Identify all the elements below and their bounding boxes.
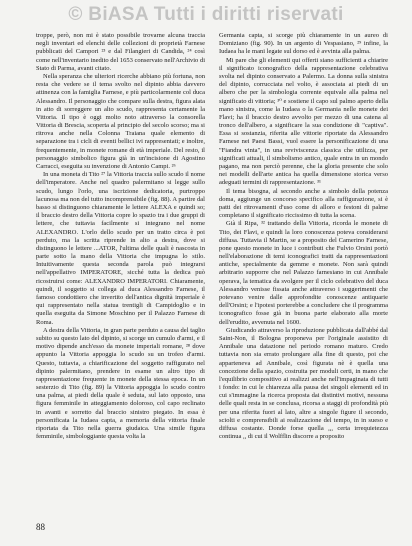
watermark: © BiASA Tutti i diritti riservati xyxy=(68,4,344,25)
left-column xyxy=(36,32,205,510)
right-column xyxy=(219,32,388,510)
paragraph: Giudicando attraverso la riproduzione pubblicata dall'abbé dal Saint-Non, il Bologna proponeva per l'originale assistito di Annibale una datazione nel periodo romano maturo. Credo tuttavia non sia errato prolungare alla fine di questo, poi che apparteneva ad Annibale, così figurata nè è quella una concezione della spazio, costruita per moduli certi, in mano che l'equilibrio compositivo ai realizzi anche nell'impaginata di tutti i fondo: in cui le chiarezza alla pausa dei singoli elementi ed in cui s'immagine la ricerca proposta dai distintivi motivi, nessuna delle quali resta in se conclusa, ricorsa a staggi di profondità più per una riferita fuori al lato, altre a singole figure il secondo, sciolti e comprensibili ai realizzazione del tempo, in in sueso e diffusa costante. Donde forse quella ,,, certa irrequietezza continua ,, di cui il Wolfflin discorre a proposito xyxy=(219,326,388,441)
paragraph: Mi pare che gli elementi qui offerti siano sufficienti a chiarire il significato iconografico della rappresentazione celebrativa svolta nel dipinto conservato a Palermo. La donna sulla sinistra del dipinto, corrucciata nel volto, è associata ai piedi di un albero che per la simbologia corrente equivale alla palma nel significato di vittoria; ³⁰ e sostiene il capo sul palmo aperto della mano sinistra, come la Iudaea o la Germania nelle monete dei Flavi; ha il braccio destro avvolto per mezzo di una catena al tronco dell'albero, a significare la sua condizione di "captiva". Essa si sostanzia, riferita alle vittorie riportate da Alessandro Farnese nei Paesi Bassi, vuol essere la personificazione di una "Fiandra vinta", in una reviviscenza classica che utilizza, per significati attuali, il simbolismo antico, quale entra in un mondo pagano, ma non perciò perenne, che la gloria presente che solo nei modelli dell'arte antica ha quella dimensione storica verso adeguati termini di rappresentazione. ³¹ xyxy=(219,56,388,187)
paragraph: In una moneta di Tito ²⁷ la Vittoria traccia sullo scudo il nome dell'imperatore. Anche nel quadro palermitano si legge sullo scudo, lungo l'orlo, una iscrizione dedicatoria, purtroppo lacunosa ma non del tutto incomprensibile (fig. 88). A partire dal basso si distinguono chiaramente le lettere ALEXA e quindi so; il braccio destro della Vittoria copre lo spazio tra i due gruppi di lettere, che tuttavia facilmente si integrano nel nome ALEXANDRO. L'orlo dello scudo per un tratto circa è poi perduto, ma la scritta riprende in alto a destra, dove si distinguono le lettere ...ATOR, l'ultima delle quali è nascosta in parte sotto la mano della Vittoria che impugna lo stilo. Intuitivamente questa seconda parola può integrarsi nell'appellativo IMPERATORE, sicché tutta la dedica può ricostruirsi come: ALEXANDRO IMPERATORI. Chiaramente, quindi, il soggetto si collega al duca Alessandro Farnese, il famoso condottiero che invertito dell'antica dignità imperiale è qui rappresentato nella statua trentigli di Campidoglio e in quella eseguita da Simone Moschino per il Palazzo Farnese di Roma. xyxy=(36,171,205,326)
page-number: 88 xyxy=(36,522,45,532)
paragraph: Già il Ripa, ³² trattando della Vittoria, ricorda le monete di Tito, dei Flavi, e quindi la loro conoscenza poteva considerarsi diffusa. Tuttavia il Martin, se a proposito del Camerino Farnese, pone questo monete in luce i contributi che Fulvio Orsini portò nell'elaborazione di temi iconografici tratti da rappresentazioni antiche, specialmente da gemme e monete. Non sarà quindi arbitrario supporre che nel Palazzo farnesiano in cui Annibale operava, la tematica da svolgere per il ciclo celebrativo del duca Alessandro venisse fissata anche attraverso i suggerimenti che potevano venire dalle approfondite conoscenze antiquarie dell'Orsini; e l'ipotesi porterebbe a concludere che il programma iconografico fosse già in buona parte elaborato alla morte dell'erudito, avvenuta nel 1600. xyxy=(219,220,388,326)
paragraph: Il tema bisogna, al secondo anche a simbolo della potenza doma, aggiunge un concorso specifico alla raffigurazione, si è patti dei ritrovamenti d'uso come di alloro e festoni di palme completano il significato riccissimo di tutta la scena. xyxy=(219,187,388,220)
paragraph: Nella speranza che ulteriori ricerche abbiano più fortuna, non resta che vedere se il tema svolto nel dipinto abbia davvero attinenza con la famiglia Farnese, e più particolarmente col duca Alessandro. Il personaggio che compare sulla destra, figura alata in atto di sorreggere un alto scudo, rappresenta certamente la Vittoria. Il tipo è oggi molto noto attraverso la consorella Vittoria di Brescia, scoperta al principio del secolo scorso; ma si ritrova anche nella Colonna Traiana quale elemento di separazione tra i cicli di eventi bellici ivi rappresentati; e inoltre, frequentemente, in monete romane di età imperiale. Del resto, il personaggio simbolico figura già in un'incisione di Agostino Carracci, eseguita su invenzione di Antonio Campi. ²⁶ xyxy=(36,72,205,170)
text-columns xyxy=(36,32,388,510)
paragraph: A destra della Vittoria, in gran parte perduto a causa del taglio subito su questo lato del dipinto, si scorge un cumulo d'armi, e il motivo dipende anch'esso da monete imperiali romane, ²⁸ dove appunto la Vittoria appoggia lo scudo su un trofeo d'armi. Questo, tuttavia, a chiarificazione del soggetto raffigurato nel dipinto palermitano, prendere in esame un altro tipo di rappresentazione frequente in monete della stessa epoca. In un sesterzio di Tito (fig. 89) la Vittoria appoggia lo scudo contro una palma, ai piedi della quale è seduta, sul lato opposto, una figura femminile in atteggiamento doloroso, col capo reclinato in avanti e sorretto dal braccio sinistro piegato. In essa è personificata la Iudaea capta, a memoria della vittoria finale riportata da Tito nella guerra giudaica. Una simile figura femminile, simbologgiante questa volta la xyxy=(36,326,205,441)
paragraph: Germania capta, si scorge più chiaramente in un aureo di Domiziano (fig. 90). In un argento di Vespasiano, ²⁹ infine, la Iudaea ha le mani legate sul dorso ed è avvinta alla palma. xyxy=(219,32,388,56)
paragraph: troppe, però, non mi è stato possibile trovarne alcuna traccia negli inventari ed elenchi delle collezioni di proprietà Farnese pubblicati del Campori ²³ e dal Filangieri di Candida, ²⁴ così come nell'inventario inedito del 1653 conservato nell'Archivio di Stato di Parma, avanti citato. xyxy=(36,32,205,72)
